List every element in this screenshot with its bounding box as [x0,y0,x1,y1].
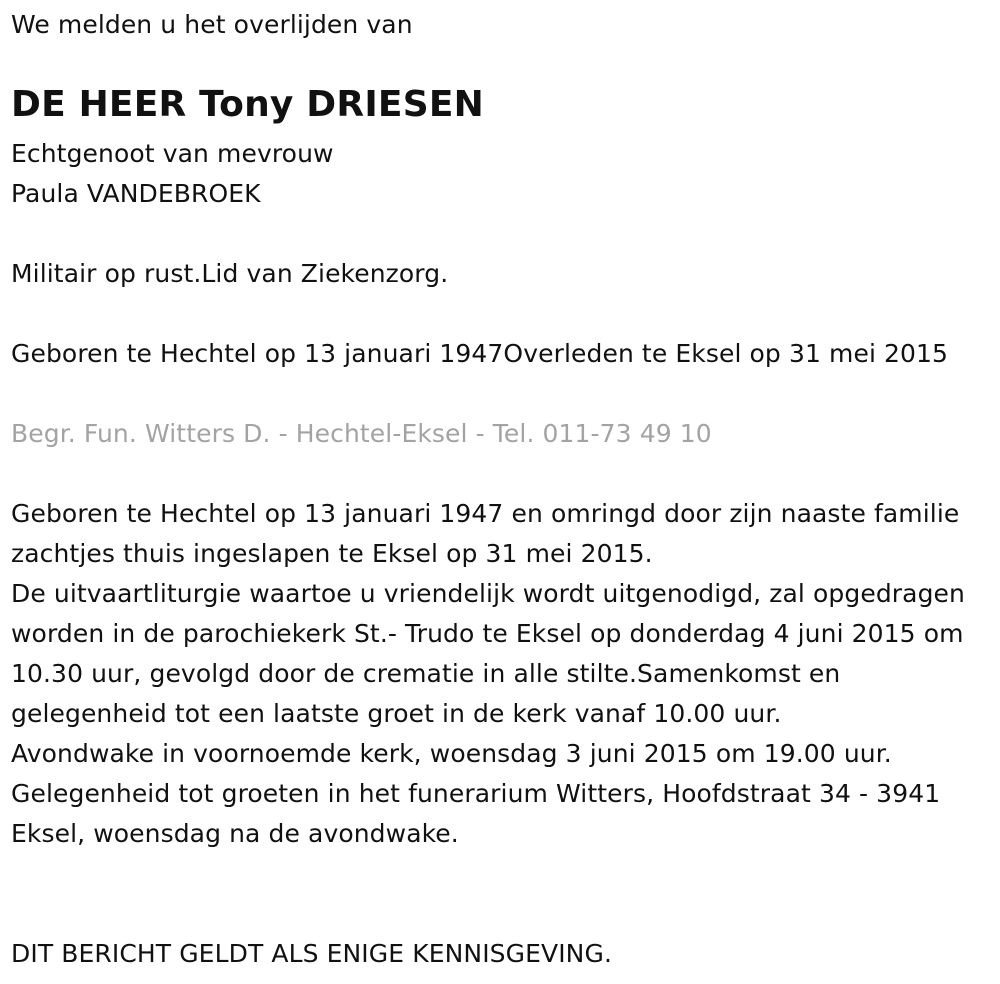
paragraph-birth-passing: Geboren te Hechtel op 13 januari 1947 en omringd door zijn naaste familie zachtjes thuis ingeslapen te Eksel op 31 mei 2015. [11,499,960,568]
deceased-name: DE HEER Tony DRIESEN [11,84,484,125]
spouse-line-2: Paula VANDEBROEK [11,179,261,208]
paragraph-viewing: Gelegenheid tot groeten in het funerarium Witters, Hoofdstraat 34 - 3941 Eksel, woensdag na de avondwake. [11,779,941,848]
occupation-text: Militair op rust.Lid van Ziekenzorg. [11,259,449,288]
paragraph-vigil: Avondwake in voornoemde kerk, woensdag 3 juni 2015 om 19.00 uur. [11,739,892,768]
spouse-line-1: Echtgenoot van mevrouw [11,139,334,168]
birth-death-text: Geboren te Hechtel op 13 januari 1947Overleden te Eksel op 31 mei 2015 [11,339,949,368]
intro-text: We melden u het overlijden van [11,10,413,39]
paragraph-funeral-service: De uitvaartliturgie waartoe u vriendelijk wordt uitgenodigd, zal opgedragen worden in de parochiekerk St.- Trudo te Eksel op donderdag 4 juni 2015 om 10.30 uur, gevolgd door de crematie in alle stilte.Samenkomst en gelegenheid tot een laatste groet in de kerk vanaf 10.00 uur. [11,579,965,728]
undertaker-info: Begr. Fun. Witters D. - Hechtel-Eksel - Tel. 011-73 49 10 [11,419,712,448]
closing-statement: DIT BERICHT GELDT ALS ENIGE KENNISGEVING. [11,939,612,968]
notice-body [11,494,996,854]
